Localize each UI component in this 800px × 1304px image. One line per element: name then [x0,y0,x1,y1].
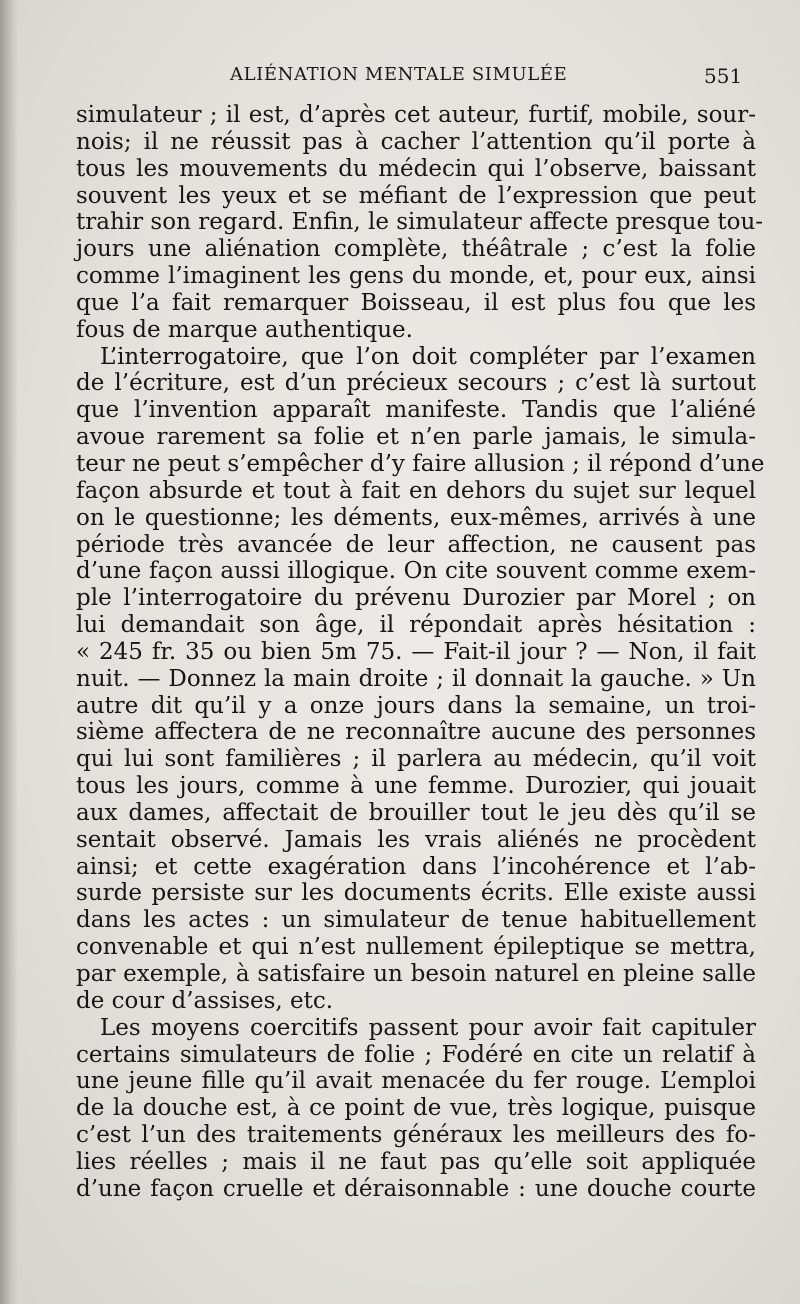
text-line: lui demandait son âge, il répondait après hésitation : [76,612,756,639]
text-line: sentait observé. Jamais les vrais aliénés ne procèdent [76,826,756,853]
text-line: convenable et qui n’est nullement épileptique se mettra, [76,934,756,961]
text-line: jours une aliénation complète, théâtrale ; c’est la folie [76,236,756,263]
text-line: que l’invention apparaît manifeste. Tandis que l’aliéné [76,397,756,424]
text-line: de la douche est, à ce point de vue, très logique, puisque [76,1095,756,1122]
paragraph-end-line: fous de marque authentique. [76,316,413,343]
text-line: tous les mouvements du médecin qui l’observe, baissant [76,155,756,182]
text-line: on le questionne; les déments, eux-mêmes, arrivés à une [76,504,756,531]
text-line: surde persiste sur les documents écrits. Elle existe aussi [76,880,756,907]
text-line: avoue rarement sa folie et n’en parle jamais, le simula- [76,424,756,451]
text-line: période très avancée de leur affection, ne causent pas [76,531,756,558]
text-line: lies réelles ; mais il ne faut pas qu’elle soit appliquée [76,1148,756,1175]
running-title: ALIÉNATION MENTALE SIMULÉE [230,64,568,85]
text-line: souvent les yeux et se méfiant de l’expression que peut [76,182,756,209]
text-line: comme l’imaginent les gens du monde, et, pour eux, ainsi [76,263,756,290]
text-line: teur ne peut s’empêcher d’y faire allusion ; il répond d’une [76,450,765,477]
text-line: simulateur ; il est, d’après cet auteur, furtif, mobile, sour- [76,102,756,128]
text-line: ple l’interrogatoire du prévenu Durozier par Morel ; on [76,585,756,612]
text-line: que l’a fait remarquer Boisseau, il est plus fou que les [76,289,756,316]
page-number: 551 [704,64,743,88]
paragraph-start-line: L’interrogatoire, que l’on doit compléter par l’examen [100,343,756,370]
text-line: par exemple, à satisfaire un besoin naturel en pleine salle [76,961,756,987]
text-line: d’une façon cruelle et déraisonnable : une douche courte [76,1175,756,1202]
text-line: de l’écriture, est d’un précieux secours ; c’est là surtout [76,370,756,397]
text-line: trahir son regard. Enfin, le simulateur affecte presque tou- [76,209,764,236]
text-line: nuit. — Donnez la main droite ; il donnait la gauche. » Un [76,665,756,692]
text-line: c’est l’un des traitements généraux les meilleurs des fo- [76,1122,756,1149]
paragraph-start-line: Les moyens coercitifs passent pour avoir fait capituler [100,1014,756,1041]
text-line: qui lui sont familières ; il parlera au médecin, qu’il voit [76,746,756,773]
page-header [0,64,800,100]
text-line: tous les jours, comme à une femme. Durozier, qui jouait [76,773,756,800]
text-line: d’une façon aussi illogique. On cite souvent comme exem- [76,558,756,585]
paragraph-end-line: de cour d’assises, etc. [76,987,334,1014]
text-line: ainsi; et cette exagération dans l’incohérence et l’ab- [76,853,756,880]
body-text [76,102,765,1203]
text-line: sième affectera de ne reconnaître aucune des personnes [76,719,756,746]
text-line: une jeune fille qu’il avait menacée du fer rouge. L’emploi [76,1068,756,1095]
text-line: dans les actes : un simulateur de tenue habituellement [76,907,756,934]
text-line: certains simulateurs de folie ; Fodéré en cite un relatif à [76,1041,756,1068]
text-line: autre dit qu’il y a onze jours dans la semaine, un troi- [76,692,756,719]
text-line: aux dames, affectait de brouiller tout le jeu dès qu’il se [76,799,756,826]
text-line: nois; il ne réussit pas à cacher l’attention qu’il porte à [76,128,756,155]
text-line: façon absurde et tout à fait en dehors du sujet sur lequel [76,477,756,504]
text-line: « 245 fr. 35 ou bien 5m 75. — Fait-il jour ? — Non, il fait [76,638,756,665]
